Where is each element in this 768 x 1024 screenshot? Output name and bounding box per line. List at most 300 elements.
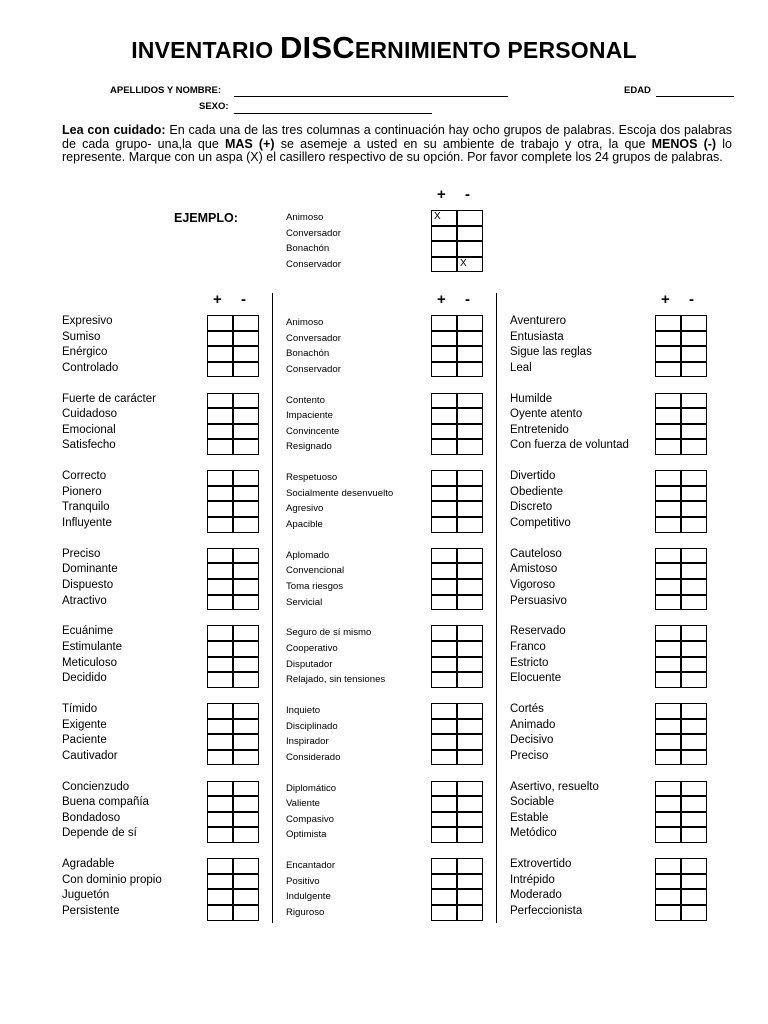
minus-checkbox[interactable] <box>233 486 259 502</box>
minus-checkbox[interactable] <box>681 672 707 688</box>
minus-checkbox[interactable] <box>457 657 483 673</box>
minus-checkbox[interactable] <box>681 517 707 533</box>
word-option: Valiente <box>286 798 320 810</box>
word-option: Competitivo <box>510 517 571 529</box>
plus-checkbox[interactable] <box>207 470 233 486</box>
minus-checkbox[interactable] <box>233 331 259 347</box>
minus-checkbox[interactable] <box>457 595 483 611</box>
plus-checkbox[interactable] <box>207 796 233 812</box>
word-option: Inquieto <box>286 705 321 716</box>
word-option: Apacible <box>286 519 323 530</box>
word-option: Exigente <box>62 718 107 731</box>
word-option: Tímido <box>62 703 98 715</box>
plus-checkbox[interactable] <box>207 672 233 688</box>
word-option: Relajado, sin tensiones <box>286 674 386 686</box>
plus-checkbox[interactable] <box>431 439 457 455</box>
plus-checkbox[interactable] <box>431 625 457 641</box>
minus-checkbox[interactable] <box>681 734 707 750</box>
plus-checkbox[interactable] <box>431 579 457 595</box>
plus-checkbox[interactable] <box>431 362 457 378</box>
minus-checkbox[interactable] <box>233 874 259 890</box>
plus-checkbox[interactable] <box>207 858 233 874</box>
plus-checkbox[interactable] <box>655 362 681 378</box>
minus-checkbox[interactable] <box>233 408 259 424</box>
plus-symbol-col2: + <box>437 291 446 308</box>
plus-checkbox[interactable] <box>655 331 681 347</box>
word-option: Satisfecho <box>62 439 116 452</box>
minus-checkbox[interactable] <box>233 703 259 719</box>
plus-checkbox[interactable] <box>431 501 457 517</box>
plus-checkbox[interactable] <box>655 595 681 611</box>
plus-checkbox[interactable] <box>207 439 233 455</box>
minus-checkbox[interactable] <box>233 362 259 378</box>
example-word: Conservador <box>286 258 341 270</box>
word-option: Agradable <box>62 858 115 871</box>
word-option: Ecuánime <box>62 625 114 638</box>
word-option: Positivo <box>286 875 320 887</box>
example-mark: X <box>460 257 467 269</box>
minus-checkbox[interactable] <box>681 501 707 517</box>
plus-checkbox[interactable] <box>207 750 233 766</box>
word-option: Con fuerza de voluntad <box>510 439 629 452</box>
word-option: Paciente <box>62 734 107 747</box>
minus-checkbox[interactable] <box>681 641 707 657</box>
plus-checkbox[interactable] <box>431 595 457 611</box>
plus-checkbox[interactable] <box>207 579 233 595</box>
plus-checkbox[interactable] <box>655 719 681 735</box>
minus-checkbox[interactable] <box>457 734 483 750</box>
plus-checkbox[interactable] <box>207 548 233 564</box>
plus-checkbox[interactable] <box>207 346 233 362</box>
plus-checkbox[interactable] <box>207 827 233 843</box>
plus-checkbox[interactable] <box>431 424 457 440</box>
minus-checkbox[interactable] <box>457 408 483 424</box>
minus-checkbox[interactable] <box>457 796 483 812</box>
example-word: Conversador <box>286 227 341 239</box>
minus-checkbox[interactable] <box>233 858 259 874</box>
minus-checkbox[interactable] <box>681 563 707 579</box>
minus-checkbox[interactable] <box>233 579 259 595</box>
plus-checkbox[interactable] <box>431 889 457 905</box>
plus-checkbox[interactable] <box>655 874 681 890</box>
word-option: Enérgico <box>62 346 108 359</box>
plus-checkbox[interactable] <box>207 874 233 890</box>
minus-checkbox[interactable] <box>233 517 259 533</box>
example-minus-checkbox[interactable] <box>457 210 483 226</box>
minus-checkbox[interactable] <box>681 796 707 812</box>
word-option: Depende de sí <box>62 827 137 840</box>
word-option: Extrovertido <box>510 858 572 871</box>
plus-checkbox[interactable] <box>207 517 233 533</box>
minus-checkbox[interactable] <box>457 781 483 797</box>
minus-checkbox[interactable] <box>681 579 707 595</box>
minus-checkbox[interactable] <box>457 486 483 502</box>
word-option: Disciplinado <box>286 720 338 732</box>
minus-checkbox[interactable] <box>681 439 707 455</box>
plus-symbol-example: + <box>437 186 446 203</box>
plus-checkbox[interactable] <box>207 393 233 409</box>
word-option: Discreto <box>510 501 553 514</box>
minus-checkbox[interactable] <box>233 346 259 362</box>
minus-checkbox[interactable] <box>233 719 259 735</box>
plus-checkbox[interactable] <box>655 346 681 362</box>
plus-checkbox[interactable] <box>207 719 233 735</box>
word-option: Riguroso <box>286 907 325 918</box>
word-option: Conservador <box>286 363 341 375</box>
word-option: Decisivo <box>510 734 554 747</box>
word-option: Divertido <box>510 470 556 483</box>
minus-checkbox[interactable] <box>233 750 259 766</box>
minus-checkbox[interactable] <box>681 874 707 890</box>
plus-checkbox[interactable] <box>431 874 457 890</box>
example-label: EJEMPLO: <box>174 211 238 225</box>
minus-checkbox[interactable] <box>681 750 707 766</box>
plus-checkbox[interactable] <box>431 750 457 766</box>
sex-field[interactable] <box>234 113 432 114</box>
plus-checkbox[interactable] <box>655 408 681 424</box>
plus-checkbox[interactable] <box>431 408 457 424</box>
minus-checkbox[interactable] <box>457 331 483 347</box>
plus-checkbox[interactable] <box>431 470 457 486</box>
example-minus-checkbox[interactable] <box>457 257 483 273</box>
minus-checkbox[interactable] <box>457 548 483 564</box>
minus-checkbox[interactable] <box>233 796 259 812</box>
word-option: Bondadoso <box>62 811 121 824</box>
minus-checkbox[interactable] <box>681 719 707 735</box>
sex-label: SEXO: <box>199 101 229 112</box>
plus-checkbox[interactable] <box>655 517 681 533</box>
word-option: Vigoroso <box>510 579 556 591</box>
word-option: Inspirador <box>286 736 329 748</box>
word-option: Convencional <box>286 565 345 577</box>
minus-checkbox[interactable] <box>457 625 483 641</box>
minus-checkbox[interactable] <box>681 548 707 564</box>
plus-checkbox[interactable] <box>655 812 681 828</box>
minus-checkbox[interactable] <box>233 781 259 797</box>
word-option: Sumiso <box>62 330 101 343</box>
plus-checkbox[interactable] <box>431 393 457 409</box>
plus-checkbox[interactable] <box>655 393 681 409</box>
word-option: Amistoso <box>510 563 558 576</box>
plus-checkbox[interactable] <box>431 517 457 533</box>
word-option: Resignado <box>286 441 332 453</box>
word-option: Dominante <box>62 563 118 576</box>
plus-checkbox[interactable] <box>655 750 681 766</box>
minus-checkbox[interactable] <box>457 905 483 921</box>
minus-checkbox[interactable] <box>233 393 259 409</box>
minus-checkbox[interactable] <box>233 439 259 455</box>
minus-checkbox[interactable] <box>681 858 707 874</box>
plus-checkbox[interactable] <box>431 331 457 347</box>
word-option: Compasivo <box>286 813 334 825</box>
plus-checkbox[interactable] <box>431 641 457 657</box>
minus-checkbox[interactable] <box>457 501 483 517</box>
minus-symbol-col1: - <box>241 291 246 308</box>
word-option: Socialmente desenvuelto <box>286 487 394 499</box>
word-option: Preciso <box>510 749 549 762</box>
word-option: Expresivo <box>62 315 113 327</box>
plus-checkbox[interactable] <box>431 796 457 812</box>
plus-checkbox[interactable] <box>207 657 233 673</box>
minus-checkbox[interactable] <box>681 470 707 486</box>
minus-checkbox[interactable] <box>457 641 483 657</box>
word-option: Perfeccionista <box>510 905 583 917</box>
minus-checkbox[interactable] <box>457 424 483 440</box>
word-option: Animado <box>510 718 556 731</box>
plus-checkbox[interactable] <box>655 657 681 673</box>
word-option: Reservado <box>510 625 566 638</box>
plus-checkbox[interactable] <box>431 486 457 502</box>
word-option: Fuerte de carácter <box>62 392 156 405</box>
plus-checkbox[interactable] <box>207 625 233 641</box>
minus-checkbox[interactable] <box>457 563 483 579</box>
plus-checkbox[interactable] <box>207 501 233 517</box>
minus-checkbox[interactable] <box>681 905 707 921</box>
word-option: Diplomático <box>286 782 337 794</box>
word-option: Estimulante <box>62 641 123 653</box>
minus-checkbox[interactable] <box>457 346 483 362</box>
word-option: Respetuoso <box>286 472 338 484</box>
word-option: Franco <box>510 641 546 653</box>
plus-checkbox[interactable] <box>207 703 233 719</box>
plus-checkbox[interactable] <box>207 331 233 347</box>
minus-checkbox[interactable] <box>681 827 707 843</box>
minus-checkbox[interactable] <box>457 827 483 843</box>
minus-checkbox[interactable] <box>457 719 483 735</box>
plus-checkbox[interactable] <box>207 486 233 502</box>
plus-checkbox[interactable] <box>655 501 681 517</box>
instructions: Lea con cuidado: En cada una de las tres columnas a continuación hay ocho grupos de palabras. Escoja dos palabras de cada grupo- una,la que MAS (+) se asemeje a usted en su ambiente de trabajo y otra, la que MENOS (-) lo represente. Marque con un aspa (X) el casillero respectivo de su opción. Por favor complete los 24 grupos de palabras. <box>62 123 733 165</box>
age-field[interactable] <box>656 96 734 97</box>
plus-checkbox[interactable] <box>655 563 681 579</box>
plus-checkbox[interactable] <box>207 424 233 440</box>
minus-checkbox[interactable] <box>681 315 707 331</box>
plus-checkbox[interactable] <box>431 346 457 362</box>
minus-checkbox[interactable] <box>233 657 259 673</box>
minus-checkbox[interactable] <box>457 889 483 905</box>
word-option: Agresivo <box>286 503 324 515</box>
minus-checkbox[interactable] <box>681 408 707 424</box>
word-option: Indulgente <box>286 891 331 903</box>
plus-checkbox[interactable] <box>431 905 457 921</box>
minus-checkbox[interactable] <box>233 548 259 564</box>
minus-checkbox[interactable] <box>457 703 483 719</box>
plus-checkbox[interactable] <box>431 719 457 735</box>
page-title: INVENTARIO DISCERNIMIENTO PERSONAL <box>131 30 637 65</box>
word-option: Estable <box>510 811 549 824</box>
plus-checkbox[interactable] <box>431 734 457 750</box>
plus-checkbox[interactable] <box>207 408 233 424</box>
plus-checkbox[interactable] <box>207 641 233 657</box>
word-option: Influyente <box>62 517 112 529</box>
example-plus-checkbox[interactable] <box>431 257 457 273</box>
plus-checkbox[interactable] <box>655 781 681 797</box>
word-option: Preciso <box>62 547 101 560</box>
plus-checkbox[interactable] <box>431 781 457 797</box>
word-option: Conversador <box>286 332 341 344</box>
minus-checkbox[interactable] <box>233 827 259 843</box>
word-option: Cooperativo <box>286 643 338 654</box>
plus-checkbox[interactable] <box>655 734 681 750</box>
minus-checkbox[interactable] <box>233 905 259 921</box>
minus-checkbox[interactable] <box>233 812 259 828</box>
word-option: Considerado <box>286 751 341 763</box>
word-option: Pionero <box>62 485 102 498</box>
word-option: Oyente atento <box>510 408 583 421</box>
plus-checkbox[interactable] <box>207 781 233 797</box>
word-option: Tranquilo <box>62 501 110 514</box>
minus-symbol-col3: - <box>689 291 694 308</box>
word-option: Controlado <box>62 361 119 374</box>
word-option: Aventurero <box>510 315 567 327</box>
word-option: Animoso <box>286 317 324 328</box>
plus-checkbox[interactable] <box>431 672 457 688</box>
word-option: Disputador <box>286 658 333 670</box>
word-option: Concienzudo <box>62 780 130 793</box>
word-option: Cortés <box>510 703 544 715</box>
column-divider <box>496 293 497 923</box>
plus-checkbox[interactable] <box>431 703 457 719</box>
plus-checkbox[interactable] <box>655 858 681 874</box>
minus-checkbox[interactable] <box>233 672 259 688</box>
word-option: Entretenido <box>510 423 569 436</box>
minus-checkbox[interactable] <box>233 563 259 579</box>
plus-checkbox[interactable] <box>207 734 233 750</box>
plus-checkbox[interactable] <box>431 812 457 828</box>
word-option: Bonachón <box>286 348 330 360</box>
plus-checkbox[interactable] <box>207 812 233 828</box>
minus-checkbox[interactable] <box>457 470 483 486</box>
minus-checkbox[interactable] <box>233 501 259 517</box>
word-option: Dispuesto <box>62 579 114 591</box>
plus-checkbox[interactable] <box>431 858 457 874</box>
example-plus-checkbox[interactable] <box>431 241 457 257</box>
minus-checkbox[interactable] <box>233 734 259 750</box>
word-option: Entusiasta <box>510 330 564 343</box>
minus-checkbox[interactable] <box>681 331 707 347</box>
plus-checkbox[interactable] <box>207 563 233 579</box>
example-minus-checkbox[interactable] <box>457 241 483 257</box>
age-label: EDAD <box>624 85 651 96</box>
word-option: Impaciente <box>286 410 333 422</box>
name-label: APELLIDOS Y NOMBRE: <box>110 85 222 96</box>
minus-checkbox[interactable] <box>457 812 483 828</box>
example-word: Animoso <box>286 212 324 223</box>
word-option: Toma riesgos <box>286 581 344 592</box>
word-option: Sigue las reglas <box>510 346 592 359</box>
minus-checkbox[interactable] <box>681 424 707 440</box>
plus-checkbox[interactable] <box>655 548 681 564</box>
minus-checkbox[interactable] <box>681 703 707 719</box>
minus-checkbox[interactable] <box>681 346 707 362</box>
minus-checkbox[interactable] <box>233 625 259 641</box>
minus-checkbox[interactable] <box>681 362 707 378</box>
example-minus-checkbox[interactable] <box>457 226 483 242</box>
minus-checkbox[interactable] <box>457 517 483 533</box>
minus-checkbox[interactable] <box>457 750 483 766</box>
minus-checkbox[interactable] <box>681 812 707 828</box>
minus-checkbox[interactable] <box>681 781 707 797</box>
plus-checkbox[interactable] <box>207 889 233 905</box>
plus-checkbox[interactable] <box>655 579 681 595</box>
word-option: Intrépido <box>510 873 555 886</box>
plus-checkbox[interactable] <box>655 703 681 719</box>
plus-checkbox[interactable] <box>655 641 681 657</box>
word-option: Buena compañía <box>62 796 149 809</box>
minus-checkbox[interactable] <box>681 393 707 409</box>
word-option: Leal <box>510 361 532 374</box>
example-plus-checkbox[interactable] <box>431 226 457 242</box>
plus-checkbox[interactable] <box>655 625 681 641</box>
word-option: Persuasivo <box>510 594 567 607</box>
minus-checkbox[interactable] <box>681 595 707 611</box>
minus-checkbox[interactable] <box>457 874 483 890</box>
minus-checkbox[interactable] <box>681 486 707 502</box>
plus-checkbox[interactable] <box>655 672 681 688</box>
minus-checkbox[interactable] <box>233 595 259 611</box>
plus-checkbox[interactable] <box>431 827 457 843</box>
word-option: Cautivador <box>62 749 118 762</box>
column-divider <box>272 293 273 923</box>
plus-checkbox[interactable] <box>431 657 457 673</box>
plus-checkbox[interactable] <box>655 439 681 455</box>
word-option: Convincente <box>286 425 340 437</box>
minus-checkbox[interactable] <box>457 858 483 874</box>
plus-checkbox[interactable] <box>207 595 233 611</box>
minus-checkbox[interactable] <box>681 657 707 673</box>
example-plus-checkbox[interactable] <box>431 210 457 226</box>
minus-checkbox[interactable] <box>233 470 259 486</box>
minus-checkbox[interactable] <box>457 579 483 595</box>
plus-checkbox[interactable] <box>655 470 681 486</box>
minus-checkbox[interactable] <box>233 889 259 905</box>
word-option: Elocuente <box>510 672 562 685</box>
word-option: Metódico <box>510 827 557 840</box>
minus-checkbox[interactable] <box>233 641 259 657</box>
minus-checkbox[interactable] <box>457 362 483 378</box>
minus-checkbox[interactable] <box>233 424 259 440</box>
word-option: Decidido <box>62 672 107 685</box>
minus-checkbox[interactable] <box>233 315 259 331</box>
minus-checkbox[interactable] <box>457 315 483 331</box>
word-option: Cuidadoso <box>62 408 117 421</box>
word-option: Contento <box>286 394 325 406</box>
word-option: Emocional <box>62 423 116 436</box>
minus-checkbox[interactable] <box>457 439 483 455</box>
plus-checkbox[interactable] <box>655 827 681 843</box>
minus-checkbox[interactable] <box>457 393 483 409</box>
word-option: Servicial <box>286 596 323 608</box>
plus-checkbox[interactable] <box>431 563 457 579</box>
plus-checkbox[interactable] <box>655 424 681 440</box>
plus-checkbox[interactable] <box>207 315 233 331</box>
plus-checkbox[interactable] <box>655 796 681 812</box>
plus-checkbox[interactable] <box>655 905 681 921</box>
plus-checkbox[interactable] <box>655 486 681 502</box>
name-field[interactable] <box>234 96 508 97</box>
plus-checkbox[interactable] <box>655 889 681 905</box>
minus-checkbox[interactable] <box>681 625 707 641</box>
plus-checkbox[interactable] <box>431 548 457 564</box>
plus-checkbox[interactable] <box>207 362 233 378</box>
plus-checkbox[interactable] <box>207 905 233 921</box>
plus-checkbox[interactable] <box>431 315 457 331</box>
minus-checkbox[interactable] <box>681 889 707 905</box>
plus-checkbox[interactable] <box>655 315 681 331</box>
word-option: Correcto <box>62 470 107 483</box>
example-mark: X <box>434 211 441 222</box>
minus-checkbox[interactable] <box>457 672 483 688</box>
